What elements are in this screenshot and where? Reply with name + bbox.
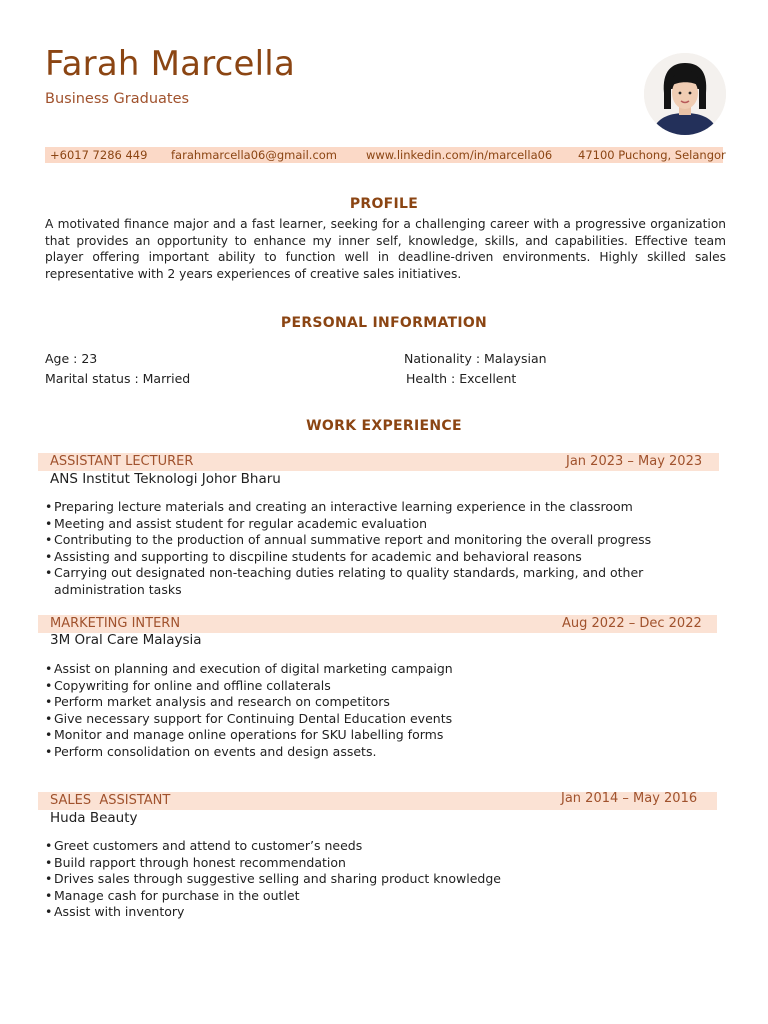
info-health: Health : Excellent <box>406 371 517 386</box>
job-header-bar <box>38 453 719 471</box>
job-duties-list <box>45 838 715 921</box>
candidate-name: Farah Marcella <box>45 44 295 84</box>
list-item: • Perform market analysis and research on competitors <box>45 694 715 711</box>
list-item: • Build rapport through honest recommendation <box>45 855 715 872</box>
personal-info-heading: PERSONAL INFORMATION <box>280 315 488 331</box>
job-header-bar <box>38 615 717 633</box>
job-title: SALES ASSISTANT <box>50 793 171 808</box>
list-item: • Assisting and supporting to discpiline students for academic and behavioral reasons <box>45 549 715 566</box>
contact-bar <box>45 147 726 163</box>
list-item: • Assist on planning and execution of digital marketing campaign <box>45 661 715 678</box>
job-title: MARKETING INTERN <box>50 616 181 631</box>
list-item: • Copywriting for online and offline collaterals <box>45 678 715 695</box>
candidate-subtitle: Business Graduates <box>45 91 190 107</box>
info-marital-status: Marital status : Married <box>45 371 191 386</box>
job-duties-list <box>45 661 715 761</box>
job-company: ANS Institut Teknologi Johor Bharu <box>50 471 281 487</box>
profile-photo <box>644 53 726 135</box>
list-item: • Meeting and assist student for regular academic evaluation <box>45 516 715 533</box>
contact-address: 47100 Puchong, Selangor <box>578 148 726 162</box>
list-item: • Perform consolidation on events and design assets. <box>45 744 715 761</box>
list-item: • Preparing lecture materials and creating an interactive learning experience in the classroom <box>45 499 715 516</box>
list-item: • Drives sales through suggestive selling and sharing product knowledge <box>45 871 715 888</box>
job-company: 3M Oral Care Malaysia <box>50 632 202 648</box>
list-item: • Greet customers and attend to customer’s needs <box>45 838 715 855</box>
profile-heading: PROFILE <box>349 196 419 212</box>
job-dates: Jan 2014 – May 2016 <box>561 791 698 806</box>
job-title: ASSISTANT LECTURER <box>50 454 194 469</box>
list-item: • Manage cash for purchase in the outlet <box>45 888 715 905</box>
profile-text: A motivated finance major and a fast learner, seeking for a challenging career with a progressive organization that provides an opportunity to enhance my inner self, knowledge, skills, and capabilities. Effective team player offering important ability to function well in deadline-driven environments. Highly skilled sales representative with 2 years experiences of creative sales initiatives. <box>45 217 726 281</box>
list-item: • Assist with inventory <box>45 904 715 921</box>
work-experience-heading: WORK EXPERIENCE <box>306 418 462 434</box>
job-header-bar <box>38 792 717 810</box>
job-dates: Jan 2023 – May 2023 <box>566 454 703 469</box>
list-item: • Contributing to the production of annual summative report and monitoring the overall progress <box>45 532 715 549</box>
job-dates: Aug 2022 – Dec 2022 <box>562 616 702 631</box>
job-duties-list <box>45 499 715 599</box>
job-company: Huda Beauty <box>50 810 138 826</box>
list-item: • Monitor and manage online operations for SKU labelling forms <box>45 727 715 744</box>
profile-photo-illustration <box>644 53 726 135</box>
contact-phone[interactable]: +6017 7286 449 <box>50 148 148 162</box>
info-nationality: Nationality : Malaysian <box>404 351 547 366</box>
list-item: • Give necessary support for Continuing Dental Education events <box>45 711 715 728</box>
contact-email[interactable]: farahmarcella06@gmail.com <box>171 148 338 162</box>
info-age: Age : 23 <box>45 351 98 366</box>
contact-linkedin[interactable]: www.linkedin.com/in/marcella06 <box>366 148 553 162</box>
list-item: • Carrying out designated non-teaching duties relating to quality standards, marking, and other administration tasks <box>45 565 715 598</box>
